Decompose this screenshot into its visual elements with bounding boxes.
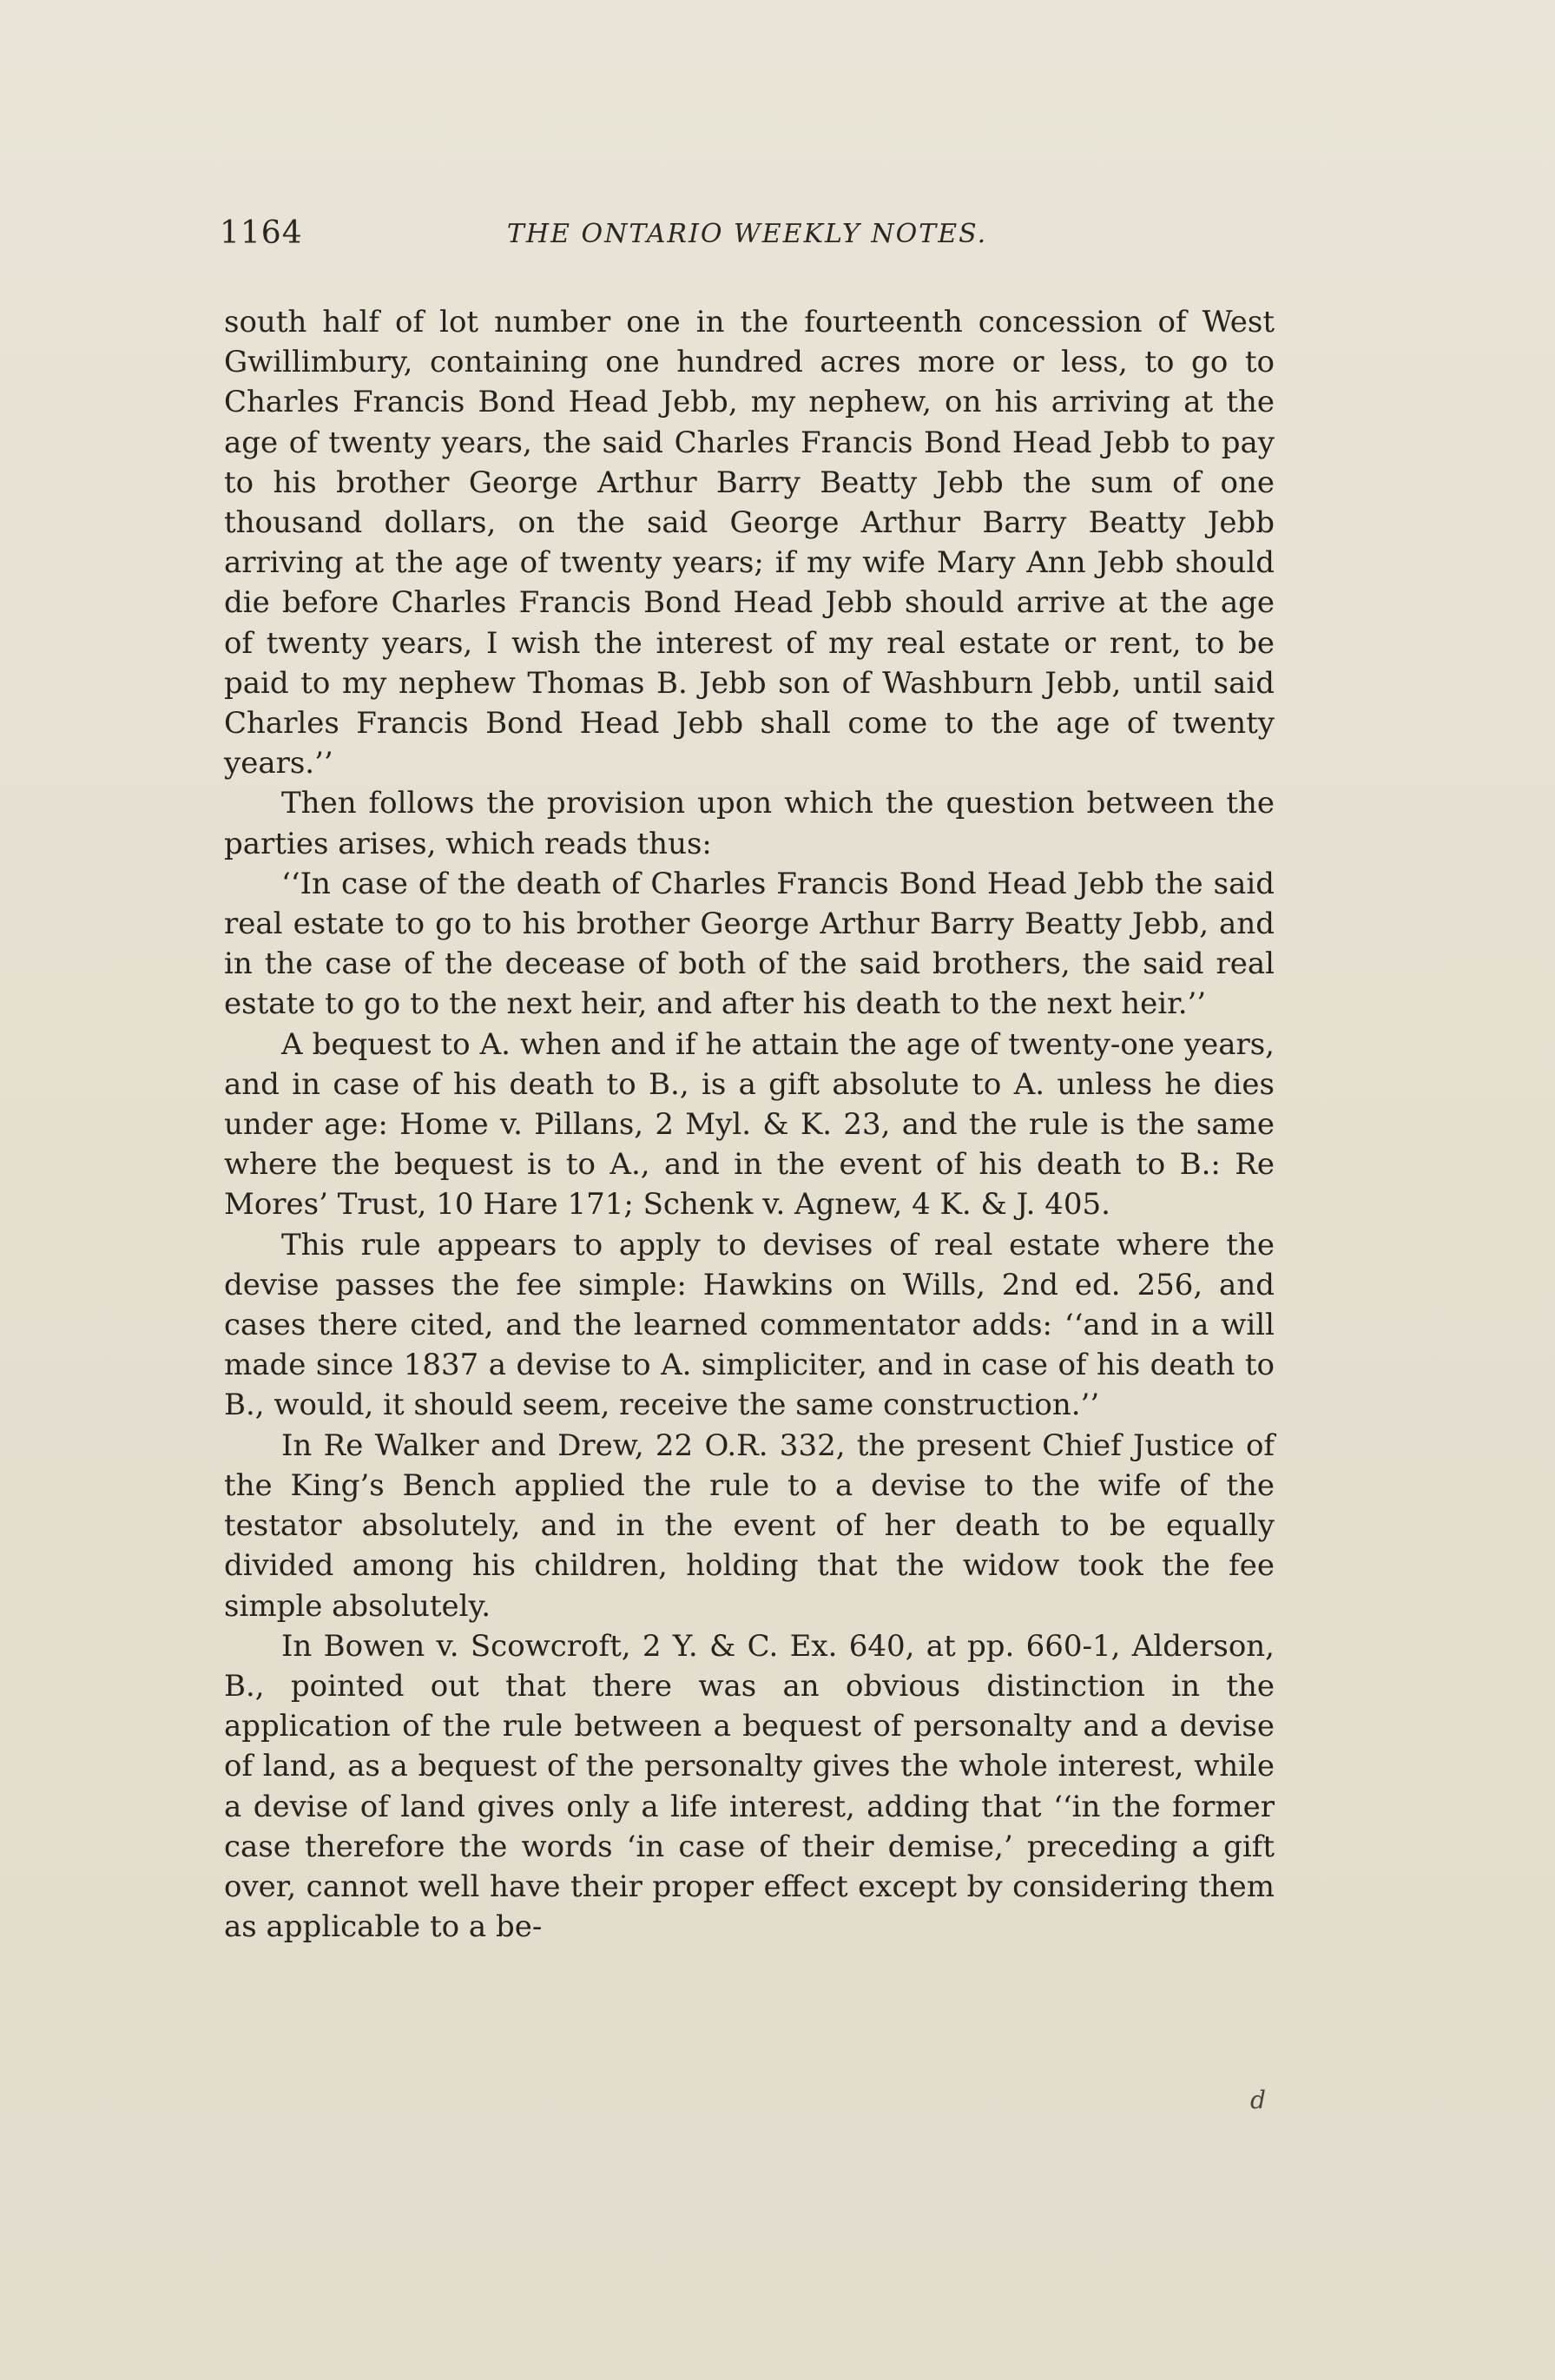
footer-mark: d [1250, 2086, 1266, 2114]
running-title: THE ONTARIO WEEKLY NOTES. [506, 219, 988, 249]
paragraph-walker-drew: In Re Walker and Drew, 22 O.R. 332, the present Chief Justice of the King’s Bench applied the rule to a devise to the wife of the testator absolutely, and in the event of her death to be equally divided among his children, holding that the widow took the fee simple absolutely. [224, 1427, 1275, 1624]
paragraph-bowen-scowcroft: In Bowen v. Scowcroft, 2 Y. & C. Ex. 640, at pp. 660-1, Alderson, B., pointed out that there was an obvious distinction in the application of the rule between a bequest of personalty and a devise of land, as a bequest of the personalty gives the whole interest, while a devise of land gives only a life interest, adding that ‘‘in the former case therefore the words ‘in case of their demise,’ preceding a gift over, cannot well have their proper effect except by considering them as applicable to a be- [224, 1628, 1275, 1945]
paragraph-continued-will-text: south half of lot number one in the fourteenth concession of West Gwillimbury, containing one hundred acres more or less, to go to Charles Francis Bond Head Jebb, my nephew, on his arriving at the age of twenty years, the said Charles Francis Bond Head Jebb to pay to his brother George Arthur Barry Beatty Jebb the sum of one thousand dollars, on the said George Arthur Barry Beatty Jebb arriving at the age of twenty years; if my wife Mary Ann Jebb should die before Charles Francis Bond Head Jebb should arrive at the age of twenty years, I wish the interest of my real estate or rent, to be paid to my nephew Thomas B. Jebb son of Washburn Jebb, until said Charles Francis Bond Head Jebb shall come to the age of twenty years.’’ [224, 305, 1275, 781]
page-header [220, 215, 1275, 267]
body-text [224, 302, 1275, 1947]
page-number: 1164 [220, 215, 303, 251]
paragraph-provision-intro: Then follows the provision upon which the question between the parties arises, which reads thus: [224, 786, 1275, 861]
paragraph-devise-rule: This rule appears to apply to devises of real estate where the devise passes the fee simple: Hawkins on Wills, 2nd ed. 256, and cases there cited, and the learned commentator adds: ‘‘and in a will made since 1837 a devise to A. simpliciter, and in case of his death to B., would, it should seem, receive the same construction.’’ [224, 1227, 1275, 1423]
paragraph-bequest-rule: A bequest to A. when and if he attain the age of twenty-one years, and in case of his death to B., is a gift absolute to A. unless he dies under age: Home v. Pillans, 2 Myl. & K. 23, and the rule is the same where the bequest is to A., and in the event of his death to B.: Re Mores’ Trust, 10 Hare 171; Schenk v. Agnew, 4 K. & J. 405. [224, 1026, 1275, 1223]
paragraph-provision-quote: ‘‘In case of the death of Charles Francis Bond Head Jebb the said real estate to go to his brother George Arthur Barry Beatty Jebb, and in the case of the decease of both of the said brothers, the said real estate to go to the next heir, and after his death to the next heir.’’ [224, 866, 1275, 1022]
